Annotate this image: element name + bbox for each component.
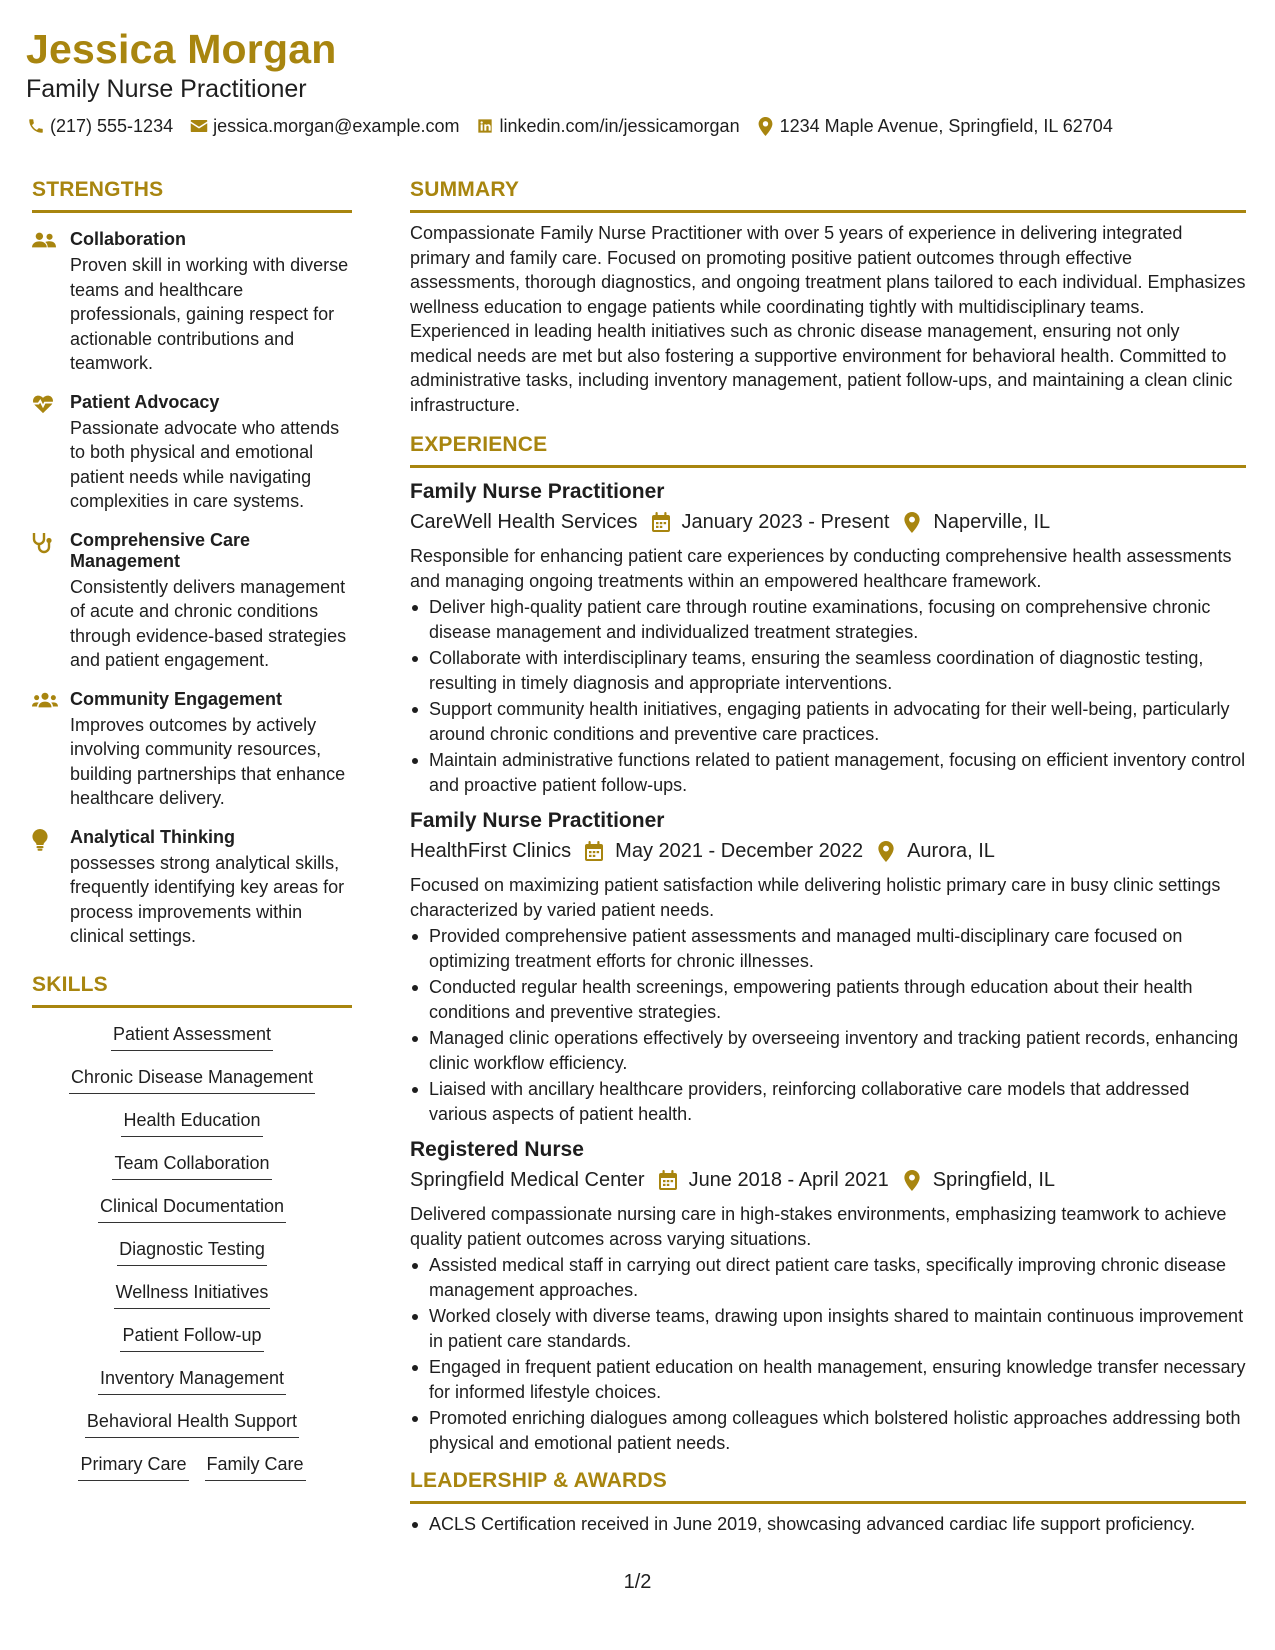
job-bullet: Support community health initiatives, engaging patients in advocating for their well-being, particularly around chronic conditions and preventive care practices.	[410, 697, 1246, 746]
phone-icon	[26, 116, 46, 136]
calendar-icon	[650, 511, 672, 533]
skill-tag: Family Care	[205, 1452, 306, 1481]
job-company: HealthFirst Clinics	[410, 840, 572, 862]
contact-linkedin[interactable]	[475, 114, 739, 138]
job-company: CareWell Health Services	[410, 511, 638, 533]
stethoscope-icon	[32, 530, 70, 673]
calendar-icon	[657, 1169, 679, 1191]
strength-name: Analytical Thinking	[70, 826, 236, 847]
experience-heading: EXPERIENCE	[410, 431, 1246, 468]
skills-heading: SKILLS	[32, 971, 352, 1008]
job-entry	[410, 1136, 1246, 1455]
job-title: Family Nurse Practitioner	[410, 480, 665, 503]
skill-tag: Primary Care	[78, 1452, 188, 1481]
skill-tag: Diagnostic Testing	[117, 1237, 267, 1266]
strength-item	[32, 392, 352, 514]
envelope-icon	[189, 116, 209, 136]
map-pin-icon	[875, 840, 897, 862]
contact-email[interactable]	[189, 114, 459, 138]
skill-tag: Team Collaboration	[112, 1151, 271, 1180]
strength-item	[32, 229, 352, 376]
strength-name: Collaboration	[70, 229, 186, 249]
summary-heading: SUMMARY	[410, 176, 1246, 213]
job-bullet: Liaised with ancillary healthcare providers, reinforcing collaborative care models that addressed various aspects of patient health.	[410, 1077, 1246, 1126]
job-dates: June 2018 - April 2021	[688, 1169, 889, 1191]
contact-linkedin-text: linkedin.com/in/jessicamorgan	[499, 116, 740, 136]
strength-item	[32, 689, 352, 811]
job-bullet: Provided comprehensive patient assessments and managed multi-disciplinary care focused on optimizing treatment efforts for chronic illnesses.	[410, 924, 1246, 973]
job-description: Delivered compassionate nursing care in high-stakes environments, emphasizing teamwork to achieve quality patient outcomes across varying situations.	[410, 1204, 1227, 1249]
job-bullet: Conducted regular health screenings, empowering patients through education about their health conditions and preventive strategies.	[410, 975, 1246, 1024]
contact-address-text: 1234 Maple Avenue, Springfield, IL 62704	[779, 116, 1113, 136]
strength-name: Comprehensive Care Management	[70, 529, 251, 571]
linkedin-icon	[475, 116, 495, 136]
skill-tag: Chronic Disease Management	[69, 1065, 315, 1094]
contact-address	[756, 114, 1113, 138]
resume-header	[26, 24, 1246, 138]
job-location: Springfield, IL	[932, 1169, 1056, 1191]
job-description: Responsible for enhancing patient care experiences by conducting comprehensive health assessments and managing ongoing treatments within an empowered healthcare framework.	[410, 546, 1232, 591]
job-bullet: Managed clinic operations effectively by overseeing inventory and tracking patient records, enhancing clinic workflow efficiency.	[410, 1026, 1246, 1075]
map-pin-icon	[901, 1169, 923, 1191]
job-bullet: Worked closely with diverse teams, drawing upon insights shared to maintain continuous improvement in patient care standards.	[410, 1304, 1246, 1353]
job-title: Family Nurse Practitioner	[410, 809, 665, 832]
job-bullet: Engaged in frequent patient education on health management, ensuring knowledge transfer necessary for informed lifestyle choices.	[410, 1355, 1246, 1404]
job-bullets	[410, 595, 1246, 797]
strength-desc: Proven skill in working with diverse teams and healthcare professionals, gaining respect for actionable contributions and teamwork.	[70, 255, 349, 373]
awards-list	[410, 1512, 1246, 1537]
skill-tag: Wellness Initiatives	[114, 1280, 271, 1309]
job-dates: May 2021 - December 2022	[615, 840, 864, 862]
map-pin-icon	[901, 511, 923, 533]
job-description: Focused on maximizing patient satisfaction while delivering holistic primary care in busy clinic settings characterized by varied patient needs.	[410, 875, 1221, 920]
skill-tag: Inventory Management	[98, 1366, 286, 1395]
strength-item	[32, 530, 352, 673]
awards-heading: LEADERSHIP & AWARDS	[410, 1467, 1246, 1504]
job-entry	[410, 478, 1246, 797]
strength-item	[32, 827, 352, 949]
strength-desc: Improves outcomes by actively involving community resources, building partnerships that enhance healthcare delivery.	[70, 714, 346, 808]
candidate-title: Family Nurse Practitioner	[26, 75, 307, 103]
contact-bar	[26, 114, 1246, 138]
job-bullet: Maintain administrative functions related to patient management, focusing on efficient inventory control and proactive patient follow-ups.	[410, 748, 1246, 797]
skill-tag: Health Education	[121, 1108, 262, 1137]
job-location: Aurora, IL	[907, 840, 995, 862]
job-entry	[410, 807, 1246, 1126]
page-number: 1/2	[623, 1571, 652, 1593]
job-meta	[410, 837, 1246, 865]
users-icon	[32, 229, 70, 376]
award-item: ACLS Certification received in June 2019, showcasing advanced cardiac life support proficiency.	[410, 1512, 1246, 1537]
right-column	[410, 176, 1246, 1539]
job-bullets	[410, 924, 1246, 1126]
job-bullet: Assisted medical staff in carrying out direct patient care tasks, specifically improving chronic disease management approaches.	[410, 1253, 1246, 1302]
job-title: Registered Nurse	[410, 1138, 584, 1161]
contact-phone-text: (217) 555-1234	[50, 116, 174, 136]
map-pin-icon	[756, 116, 776, 136]
left-column	[32, 176, 352, 1495]
job-meta	[410, 508, 1246, 536]
skill-tag: Behavioral Health Support	[85, 1409, 299, 1438]
summary-text: Compassionate Family Nurse Practitioner with over 5 years of experience in delivering integrated primary and family care. Focused on promoting positive patient outcomes through effective assessments, thorough diagnostics, and ongoing treatment plans tailored to each individual. Emphasizes wellness education to engage patients while coordinating tightly with multidisciplinary teams. Experienced in leading health initiatives such as chronic disease management, ensuring not only medical needs are met but also fostering a supportive environment for behavioral health. Committed to administrative tasks, including inventory management, patient follow-ups, and maintaining a clean clinic infrastructure.	[410, 223, 1246, 415]
skill-tag: Patient Assessment	[111, 1022, 273, 1051]
job-dates: January 2023 - Present	[681, 511, 890, 533]
contact-email-text: jessica.morgan@example.com	[213, 116, 460, 136]
skills-list	[32, 1022, 352, 1495]
lightbulb-icon	[32, 827, 70, 949]
group-icon	[32, 689, 70, 811]
strength-name: Community Engagement	[70, 688, 283, 709]
job-bullet: Deliver high-quality patient care through routine examinations, focusing on comprehensive chronic disease management and individualized treatment strategies.	[410, 595, 1246, 644]
strength-name: Patient Advocacy	[70, 391, 220, 412]
strength-desc: Passionate advocate who attends to both physical and emotional patient needs while navigating complexities in care systems.	[70, 417, 340, 511]
calendar-icon	[583, 840, 605, 862]
job-bullet: Promoted enriching dialogues among colleagues which bolstered holistic approaches addressing both physical and emotional patient needs.	[410, 1406, 1246, 1455]
job-meta	[410, 1166, 1246, 1194]
strength-desc: possesses strong analytical skills, frequently identifying key areas for process improvements within clinical settings.	[70, 852, 345, 946]
skill-tag: Clinical Documentation	[98, 1194, 286, 1223]
strength-desc: Consistently delivers management of acute and chronic conditions through evidence-based strategies and patient engagement.	[70, 576, 347, 670]
contact-phone[interactable]	[26, 114, 173, 138]
strengths-heading: STRENGTHS	[32, 176, 352, 213]
skill-tag: Patient Follow-up	[120, 1323, 263, 1352]
job-company: Springfield Medical Center	[410, 1169, 645, 1191]
heart-pulse-icon	[32, 392, 70, 514]
candidate-name: Jessica Morgan	[26, 26, 337, 72]
job-bullets	[410, 1253, 1246, 1455]
job-location: Naperville, IL	[933, 511, 1051, 533]
job-bullet: Collaborate with interdisciplinary teams, ensuring the seamless coordination of diagnostic testing, resulting in timely diagnosis and appropriate interventions.	[410, 646, 1246, 695]
